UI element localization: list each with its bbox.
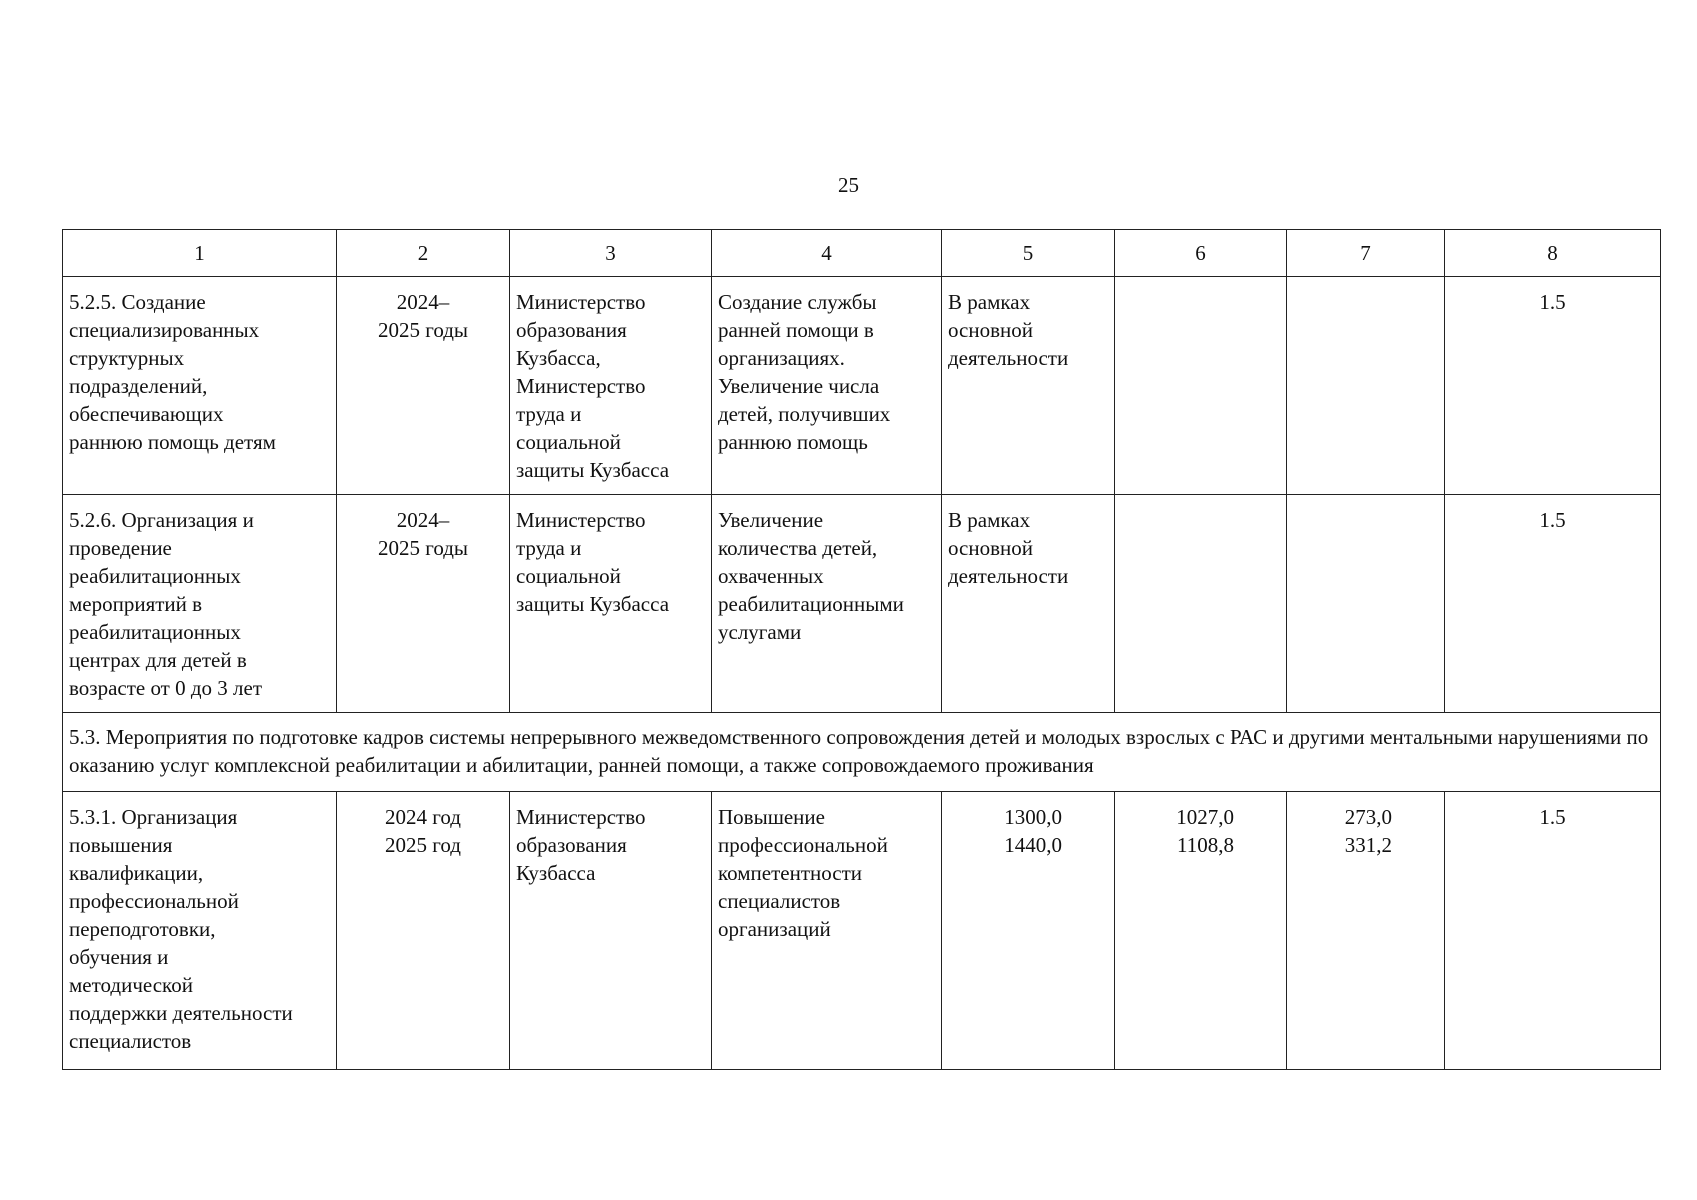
expected-result: Создание службы ранней помощи в организациях. Увеличение числа детей, получивших раннюю помощь	[718, 290, 891, 454]
funding-total-cell	[942, 495, 1115, 713]
funding-col6-cell	[1115, 495, 1287, 713]
page-number: 25	[838, 173, 859, 197]
header-cell: 3	[510, 230, 712, 277]
table-row	[63, 792, 1661, 1070]
header-cell: 2	[337, 230, 510, 277]
expected-result: Повышение профессиональной компетентности специалистов организаций	[718, 805, 888, 941]
header-cell: 4	[712, 230, 942, 277]
section-heading: 5.3. Мероприятия по подготовке кадров системы непрерывного межведомственного сопровождения детей и молодых взрослых с РАС и другими ментальными нарушениями по оказанию услуг комплексной реабилитации и абилитации, ранней помощи, а также сопровождаемого проживания	[63, 713, 1661, 792]
funding-total-cell	[942, 792, 1115, 1070]
executor: Министерство образования Кузбасса, Министерство труда и социальной защиты Кузбасса	[516, 290, 670, 482]
funding-total: В рамках основной деятельности	[948, 290, 1069, 370]
indicator-ref: 1.5	[1539, 508, 1566, 532]
result-cell	[712, 792, 942, 1070]
funding-total: В рамках основной деятельности	[948, 508, 1069, 588]
section-row	[63, 713, 1661, 792]
period: 2024– 2025 годы	[377, 508, 469, 560]
indicator-ref-cell	[1445, 792, 1661, 1070]
expected-result: Увеличение количества детей, охваченных реабилитационными услугами	[718, 508, 904, 644]
header-cell: 5	[942, 230, 1115, 277]
header-cell: 7	[1287, 230, 1445, 277]
funding-col6: 1027,0 1108,8	[1176, 805, 1234, 857]
table-row	[63, 495, 1661, 713]
measures-table	[62, 229, 1661, 1070]
funding-col7-cell	[1287, 277, 1445, 495]
result-cell	[712, 277, 942, 495]
indicator-ref-cell	[1445, 277, 1661, 495]
funding-col7-cell	[1287, 495, 1445, 713]
indicator-ref-cell	[1445, 495, 1661, 713]
funding-col6-cell	[1115, 277, 1287, 495]
header-cell: 8	[1445, 230, 1661, 277]
funding-total-cell	[942, 277, 1115, 495]
funding-col7: 273,0 331,2	[1344, 805, 1392, 857]
period: 2024 год 2025 год	[385, 805, 461, 857]
executor: Министерство труда и социальной защиты Кузбасса	[516, 508, 670, 616]
period-cell	[337, 495, 510, 713]
funding-col6-cell	[1115, 792, 1287, 1070]
funding-total: 1300,0 1440,0	[1004, 805, 1062, 857]
result-cell	[712, 495, 942, 713]
measure-name-cell	[63, 277, 337, 495]
header-cell: 1	[63, 230, 337, 277]
table-row	[63, 277, 1661, 495]
executor: Министерство образования Кузбасса	[516, 805, 646, 885]
indicator-ref: 1.5	[1539, 805, 1566, 829]
measure-name: 5.2.5. Создание специализированных структурных подразделений, обеспечивающих раннюю помощь детям	[69, 290, 276, 454]
header-cell: 6	[1115, 230, 1287, 277]
period: 2024– 2025 годы	[377, 290, 469, 342]
measure-name-cell	[63, 495, 337, 713]
measure-name: 5.2.6. Организация и проведение реабилитационных мероприятий в реабилитационных центрах для детей в возрасте от 0 до 3 лет	[69, 508, 263, 700]
executor-cell	[510, 495, 712, 713]
table-header-row	[63, 230, 1661, 277]
measure-name: 5.3.1. Организация повышения квалификации, профессиональной переподготовки, обучения и методической поддержки деятельности специалистов	[69, 805, 293, 1053]
measure-name-cell	[63, 792, 337, 1070]
funding-col7-cell	[1287, 792, 1445, 1070]
executor-cell	[510, 277, 712, 495]
indicator-ref: 1.5	[1539, 290, 1566, 314]
period-cell	[337, 277, 510, 495]
period-cell	[337, 792, 510, 1070]
executor-cell	[510, 792, 712, 1070]
